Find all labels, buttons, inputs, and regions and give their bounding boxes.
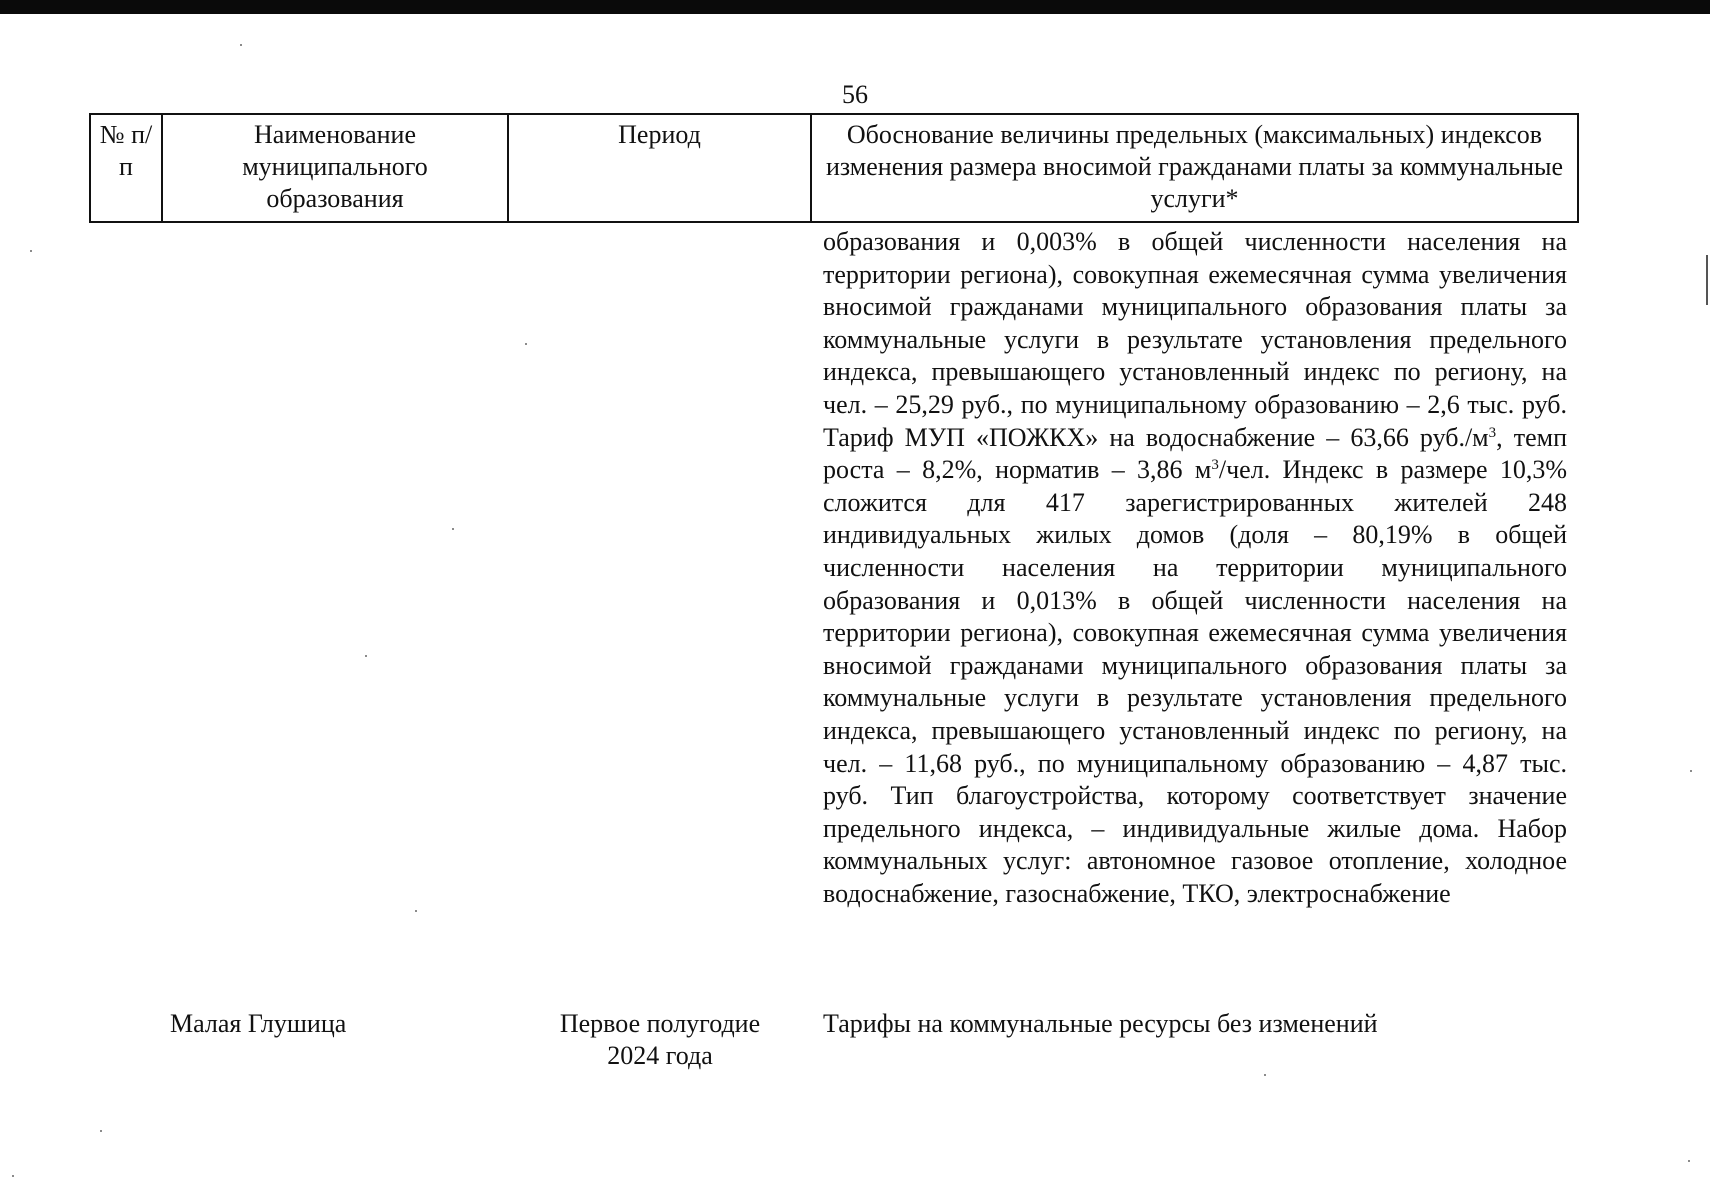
scan-speck	[100, 1130, 102, 1132]
basis-continuation-text	[823, 226, 1567, 910]
header-basis: Обоснование величины предельных (максимальных) индексов изменения размера вносимой гражданами платы за коммунальные услуги*	[811, 114, 1578, 222]
scan-speck	[365, 655, 367, 657]
header-municipality: Наименование муниципального образования	[162, 114, 508, 222]
scan-speck	[240, 44, 242, 46]
basis-paragraph: образования и 0,003% в общей численности населения на территории региона), совокупная ежемесячная сумма увеличения вносимой гражданами муниципального образования платы за коммунальные услуги в результате установления предельного индекса, превышающего установленный индекс по региону, на чел. – 25,29 руб., по муниципальному образованию – 2,6 тыс. руб. Тариф МУП «ПОЖКХ» на водоснабжение – 63,66 $руб./м^3$, темп роста – 8,2%, норматив – 3,86 $м^3$/чел. Индекс в размере 10,3% сложится для 417 зарегистрированных жителей 248 индивидуальных жилых домов (доля – 80,19% в общей численности населения на территории муниципального образования и 0,013% в общей численности населения на территории региона), совокупная ежемесячная сумма увеличения вносимой гражданами муниципального образования платы за коммунальные услуги в результате установления предельного индекса, превышающего установленный индекс по региону, на чел. – 11,68 руб., по муниципальному образованию – 4,87 тыс. руб. Тип благоустройства, которому соответствует значение предельного индекса, – индивидуальные жилые дома. Набор коммунальных услуг: автономное газовое отопление, холодное водоснабжение, газоснабжение, ТКО, электроснабжение	[823, 227, 1568, 908]
superscript-3: 3	[1211, 457, 1219, 474]
scan-speck	[525, 343, 527, 345]
scan-speck	[415, 910, 417, 912]
scan-edge-mark	[1706, 255, 1708, 305]
scan-speck	[1264, 1074, 1266, 1076]
header-period: Период	[508, 114, 811, 222]
scan-speck	[12, 1175, 14, 1177]
period-cell: Первое полугодие 2024 года	[559, 1009, 761, 1070]
superscript-3: 3	[1488, 424, 1497, 441]
header-row	[90, 114, 1578, 222]
scan-top-border	[0, 0, 1710, 14]
page-number: 56	[842, 80, 868, 109]
municipality-name: Малая Глушица	[170, 1009, 347, 1038]
basis-cell: Тарифы на коммунальные ресурсы без изменений	[823, 1009, 1378, 1038]
scan-speck	[30, 250, 32, 252]
scan-speck	[452, 528, 454, 530]
scan-speck	[1688, 1160, 1690, 1162]
scan-speck	[1690, 770, 1692, 772]
table-header	[89, 113, 1579, 223]
header-number: № п/п	[90, 114, 162, 222]
